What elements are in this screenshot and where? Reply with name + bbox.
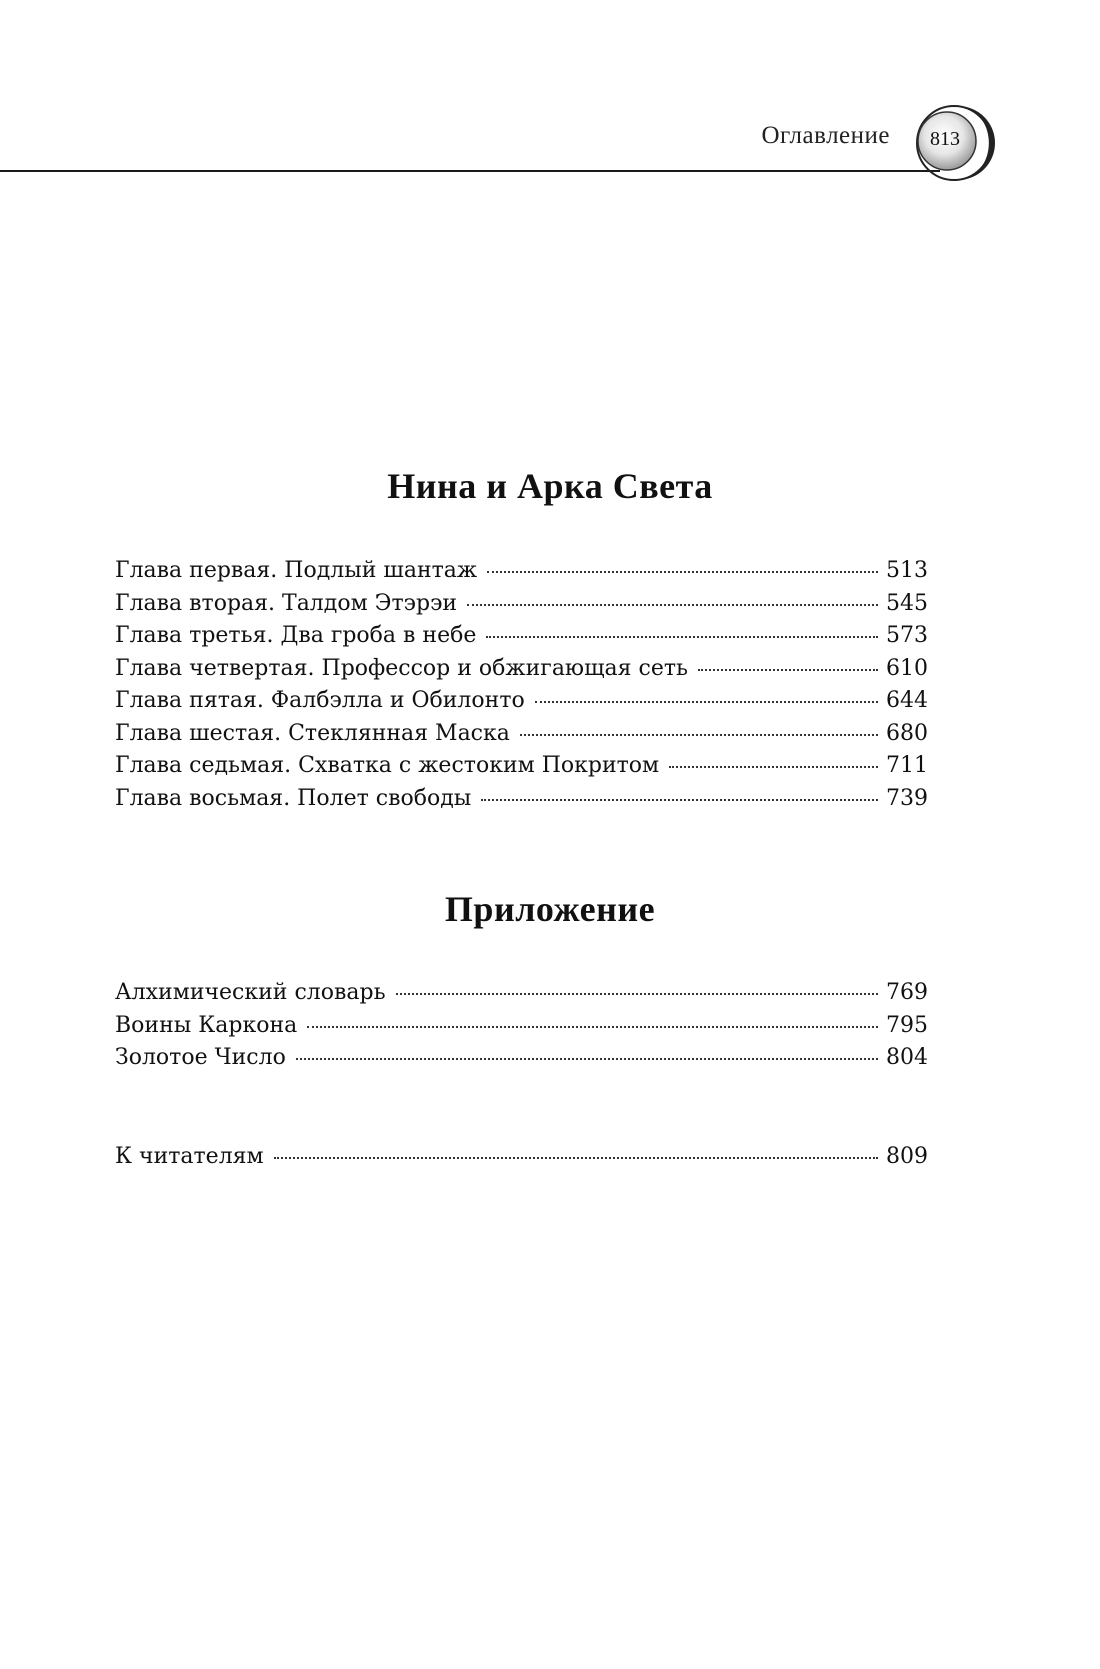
toc-entry[interactable] (115, 555, 928, 588)
toc-entry[interactable] (115, 653, 928, 686)
toc-entry-page: 513 (886, 558, 928, 583)
toc-entry[interactable] (115, 783, 928, 816)
toc-entry[interactable] (115, 977, 928, 1010)
dot-leader (274, 1157, 878, 1159)
toc-entry-page: 680 (886, 720, 928, 746)
dot-leader (481, 799, 878, 801)
toc-entry-page: 769 (886, 980, 928, 1005)
toc-entry[interactable] (115, 1141, 928, 1174)
toc-entry[interactable] (115, 1010, 928, 1043)
header-rule (0, 170, 940, 172)
toc-entry-page: 809 (886, 1144, 928, 1169)
dot-leader (520, 734, 878, 736)
toc-entry-page: 573 (886, 623, 928, 648)
section-title-appendix: Приложение (444, 889, 656, 929)
toc-entry-label: Глава пятая. Фалбэлла и Обилонто (115, 688, 525, 713)
toc-entry-label: Золотое Число (115, 1045, 286, 1070)
toc-list-appendix (115, 977, 928, 1075)
toc-list-closing (115, 1141, 928, 1174)
toc-entry[interactable] (115, 620, 928, 653)
toc-entry[interactable] (115, 1042, 928, 1075)
toc-entry-page: 644 (886, 688, 928, 713)
running-head (0, 0, 1100, 200)
toc-entry-label: Глава шестая. Стеклянная Маска (115, 720, 510, 746)
toc-entry-page: 545 (886, 590, 928, 616)
page-number: 813 (930, 128, 960, 150)
running-title: Оглавление (761, 122, 890, 149)
toc-entry-label: Глава первая. Подлый шантаж (115, 558, 478, 583)
dot-leader (487, 571, 878, 573)
toc-entry-page: 711 (886, 753, 928, 778)
toc-entry-page: 610 (886, 655, 928, 681)
toc-entry-page: 739 (886, 785, 928, 811)
toc-list-chapters (115, 555, 928, 815)
toc-entry-page: 804 (886, 1045, 928, 1070)
toc-entry-label: Алхимический словарь (115, 980, 386, 1005)
dot-leader (296, 1058, 878, 1060)
toc-entry-label: Воины Каркона (115, 1012, 298, 1038)
dot-leader (467, 604, 878, 606)
toc-entry-label: Глава третья. Два гроба в небе (115, 623, 477, 648)
dot-leader (486, 636, 878, 638)
toc-entry-label: Глава вторая. Талдом Этэрэи (115, 590, 458, 616)
toc-entry-label: Глава восьмая. Полет свободы (115, 785, 472, 811)
dot-leader (669, 766, 878, 768)
toc-entry[interactable] (115, 685, 928, 718)
dot-leader (307, 1026, 878, 1028)
toc-entry-label: Глава четвертая. Профессор и обжигающая сеть (115, 655, 689, 681)
dot-leader (698, 669, 878, 671)
dot-leader (535, 701, 878, 703)
toc-entry-label: Глава седьмая. Схватка с жестоким Покритом (115, 753, 660, 778)
section-title-nina: Нина и Арка Света (387, 466, 713, 506)
dot-leader (396, 993, 878, 995)
toc-entry[interactable] (115, 750, 928, 783)
toc-entry[interactable] (115, 718, 928, 751)
toc-entry-page: 795 (886, 1012, 928, 1038)
toc-entry[interactable] (115, 588, 928, 621)
toc-entry-label: К читателям (115, 1144, 264, 1169)
